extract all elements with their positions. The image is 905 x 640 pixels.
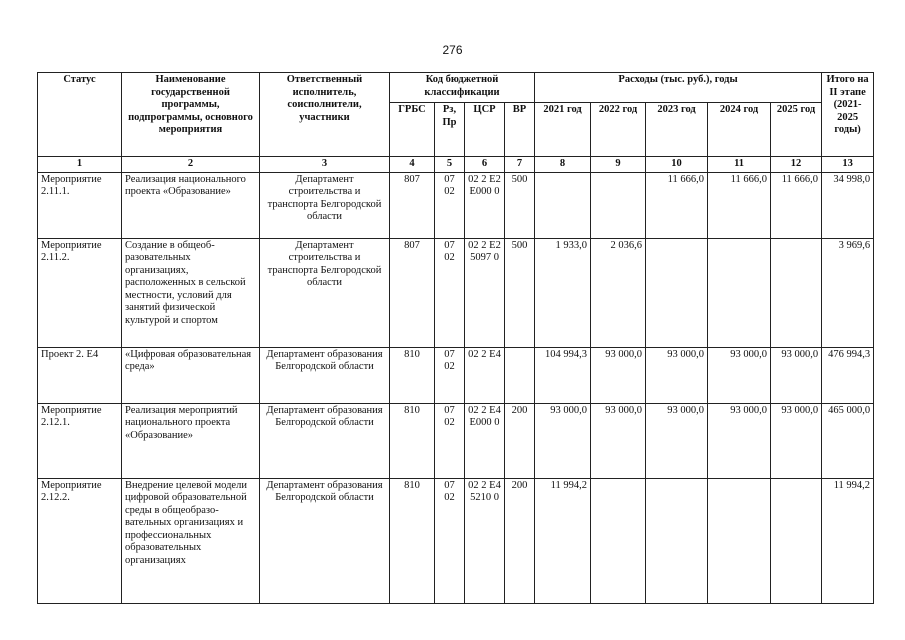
row-csr: 02 2 E2 5097 0 <box>465 238 505 347</box>
row-2024: 93 000,0 <box>708 403 771 478</box>
column-number: 2 <box>122 157 260 173</box>
row-responsible: Департамент образования Белгородской области <box>260 347 390 403</box>
row-csr: 02 2 E4 E000 0 <box>465 403 505 478</box>
header-2025: 2025 год <box>771 103 822 157</box>
row-name: Внедрение целевой модели цифровой образовательной среды в общеобразо-вательных организациях и профессиональных образовательных организациях <box>122 478 260 603</box>
row-responsible: Департамент строительства и транспорта Белгородской области <box>260 238 390 347</box>
row-2022 <box>591 172 646 238</box>
row-grbs: 807 <box>390 238 435 347</box>
column-number: 12 <box>771 157 822 173</box>
row-status: Мероприятие 2.12.2. <box>38 478 122 603</box>
column-number-row <box>38 157 874 173</box>
row-2021: 93 000,0 <box>535 403 591 478</box>
row-responsible: Департамент образования Белгородской области <box>260 403 390 478</box>
row-vr <box>505 347 535 403</box>
header-responsible: Ответственный исполнитель, соисполнители, участники <box>260 73 390 157</box>
row-name: «Цифровая образовательная среда» <box>122 347 260 403</box>
column-number: 6 <box>465 157 505 173</box>
row-status: Мероприятие 2.11.2. <box>38 238 122 347</box>
table-row <box>38 172 874 238</box>
header-expenses: Расходы (тыс. руб.), годы <box>535 73 822 103</box>
row-csr: 02 2 E4 <box>465 347 505 403</box>
row-2022: 2 036,6 <box>591 238 646 347</box>
column-number: 8 <box>535 157 591 173</box>
row-2023: 11 666,0 <box>646 172 708 238</box>
row-2023: 93 000,0 <box>646 347 708 403</box>
header-csr: ЦСР <box>465 103 505 157</box>
row-name: Реализация мероприятий национального проекта «Образование» <box>122 403 260 478</box>
column-number: 1 <box>38 157 122 173</box>
column-number: 11 <box>708 157 771 173</box>
page-number: 276 <box>442 43 463 57</box>
row-grbs: 810 <box>390 478 435 603</box>
column-number: 7 <box>505 157 535 173</box>
row-2024 <box>708 238 771 347</box>
header-2022: 2022 год <box>591 103 646 157</box>
header-status: Статус <box>38 73 122 157</box>
header-2021: 2021 год <box>535 103 591 157</box>
row-2025: 93 000,0 <box>771 403 822 478</box>
row-grbs: 810 <box>390 347 435 403</box>
row-2025: 11 666,0 <box>771 172 822 238</box>
table-row <box>38 347 874 403</box>
row-csr: 02 2 E4 5210 0 <box>465 478 505 603</box>
header-budget-code: Код бюджетной классификации <box>390 73 535 103</box>
row-grbs: 807 <box>390 172 435 238</box>
column-number: 5 <box>435 157 465 173</box>
row-status: Мероприятие 2.11.1. <box>38 172 122 238</box>
row-2024: 11 666,0 <box>708 172 771 238</box>
row-2021: 1 933,0 <box>535 238 591 347</box>
row-total: 476 994,3 <box>822 347 874 403</box>
column-number: 10 <box>646 157 708 173</box>
row-2023: 93 000,0 <box>646 403 708 478</box>
row-2021: 104 994,3 <box>535 347 591 403</box>
row-2024: 93 000,0 <box>708 347 771 403</box>
row-rz-pr: 07 02 <box>435 478 465 603</box>
table-row <box>38 478 874 603</box>
row-2024 <box>708 478 771 603</box>
header-vr: ВР <box>505 103 535 157</box>
row-rz-pr: 07 02 <box>435 403 465 478</box>
row-total: 34 998,0 <box>822 172 874 238</box>
row-name: Реализация национального проекта «Образование» <box>122 172 260 238</box>
table-row <box>38 403 874 478</box>
row-vr: 500 <box>505 172 535 238</box>
row-2022: 93 000,0 <box>591 403 646 478</box>
row-2022: 93 000,0 <box>591 347 646 403</box>
row-vr: 200 <box>505 403 535 478</box>
row-2021: 11 994,2 <box>535 478 591 603</box>
row-status: Проект 2. E4 <box>38 347 122 403</box>
row-2022 <box>591 478 646 603</box>
row-rz-pr: 07 02 <box>435 172 465 238</box>
row-total: 465 000,0 <box>822 403 874 478</box>
row-rz-pr: 07 02 <box>435 347 465 403</box>
row-2021 <box>535 172 591 238</box>
row-responsible: Департамент строительства и транспорта Белгородской области <box>260 172 390 238</box>
row-vr: 200 <box>505 478 535 603</box>
row-responsible: Департамент образования Белгородской области <box>260 478 390 603</box>
column-number: 9 <box>591 157 646 173</box>
row-total: 3 969,6 <box>822 238 874 347</box>
row-total: 11 994,2 <box>822 478 874 603</box>
header-2023: 2023 год <box>646 103 708 157</box>
row-2023 <box>646 238 708 347</box>
column-number: 13 <box>822 157 874 173</box>
row-vr: 500 <box>505 238 535 347</box>
budget-table <box>37 72 874 604</box>
table-row <box>38 238 874 347</box>
row-name: Создание в общеоб-разовательных организациях, расположенных в сельской местности, условий для занятий физической культурой и спортом <box>122 238 260 347</box>
row-rz-pr: 07 02 <box>435 238 465 347</box>
row-2025 <box>771 478 822 603</box>
row-2025: 93 000,0 <box>771 347 822 403</box>
row-2025 <box>771 238 822 347</box>
header-rz-pr: Рз, Пр <box>435 103 465 157</box>
header-program-name: Наименование государственной программы, подпрограммы, основного мероприятия <box>122 73 260 157</box>
row-2023 <box>646 478 708 603</box>
header-total: Итого на II этапе (2021-2025 годы) <box>822 73 874 157</box>
header-grbs: ГРБС <box>390 103 435 157</box>
header-2024: 2024 год <box>708 103 771 157</box>
row-status: Мероприятие 2.12.1. <box>38 403 122 478</box>
column-number: 4 <box>390 157 435 173</box>
row-grbs: 810 <box>390 403 435 478</box>
row-csr: 02 2 E2 E000 0 <box>465 172 505 238</box>
column-number: 3 <box>260 157 390 173</box>
